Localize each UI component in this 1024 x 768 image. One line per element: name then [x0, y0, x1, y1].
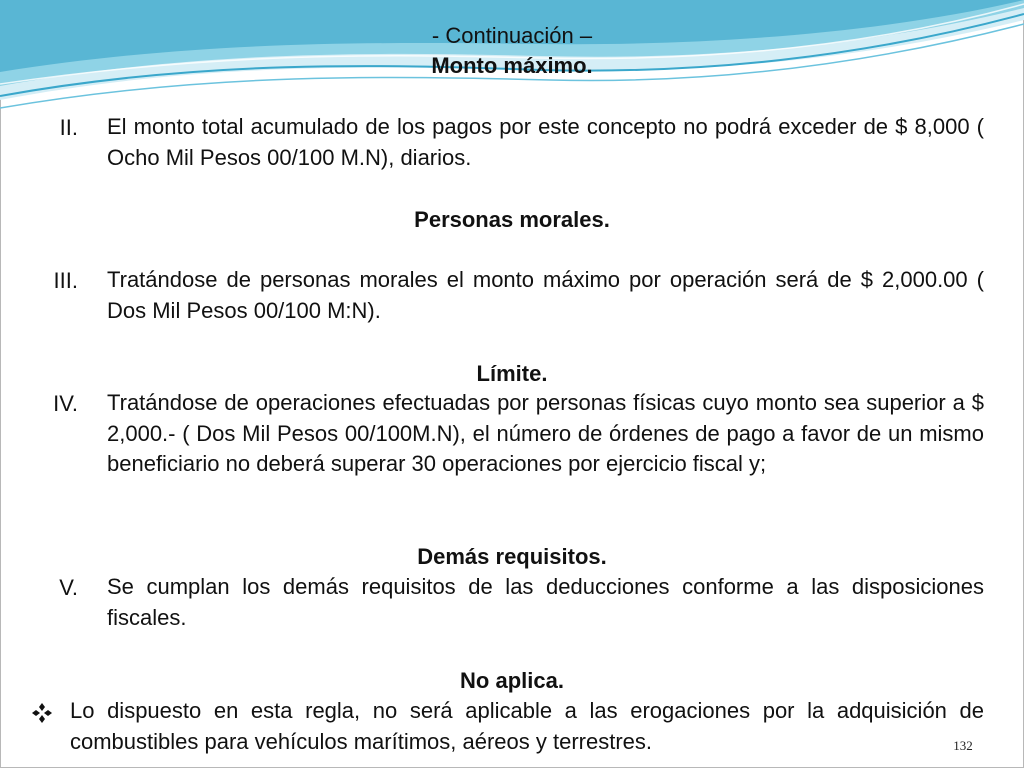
section-heading: Límite.	[476, 361, 548, 386]
item-numeral: IV.	[53, 391, 78, 416]
section-heading: Demás requisitos.	[417, 544, 607, 569]
item-numeral: II.	[59, 115, 78, 140]
item-text: Se cumplan los demás requisitos de las deducciones conforme a las disposiciones fiscales.	[107, 574, 984, 630]
no-aplica-text: Lo dispuesto en esta regla, no será aplicable a las erogaciones por la adquisición de combustibles para vehículos marítimos, aéreos y terrestres.	[70, 698, 984, 754]
item-text: Tratándose de operaciones efectuadas por personas físicas cuyo monto sea superior a $ 2,000.- ( Dos Mil Pesos 00/100M.N), el número de órdenes de pago a favor de un mismo beneficiario no deberá superar 30 operaciones por ejercicio fiscal y;	[107, 390, 984, 476]
diamond-bullet-icon	[30, 701, 54, 725]
page-title: Monto máximo.	[431, 53, 593, 78]
item-numeral: V.	[59, 575, 78, 600]
page-number: 132	[953, 738, 973, 753]
item-text: Tratándose de personas morales el monto máximo por operación será de $ 2,000.00 ( Dos Mil Pesos 00/100 M:N).	[107, 267, 984, 323]
item-numeral: III.	[53, 268, 78, 293]
section-heading: No aplica.	[460, 668, 564, 693]
continuation-label: - Continuación –	[431, 23, 593, 48]
item-text: El monto total acumulado de los pagos por este concepto no podrá exceder de $ 8,000 ( Ocho Mil Pesos 00/100 M.N), diarios.	[107, 114, 984, 170]
section-heading: Personas morales.	[414, 207, 610, 232]
